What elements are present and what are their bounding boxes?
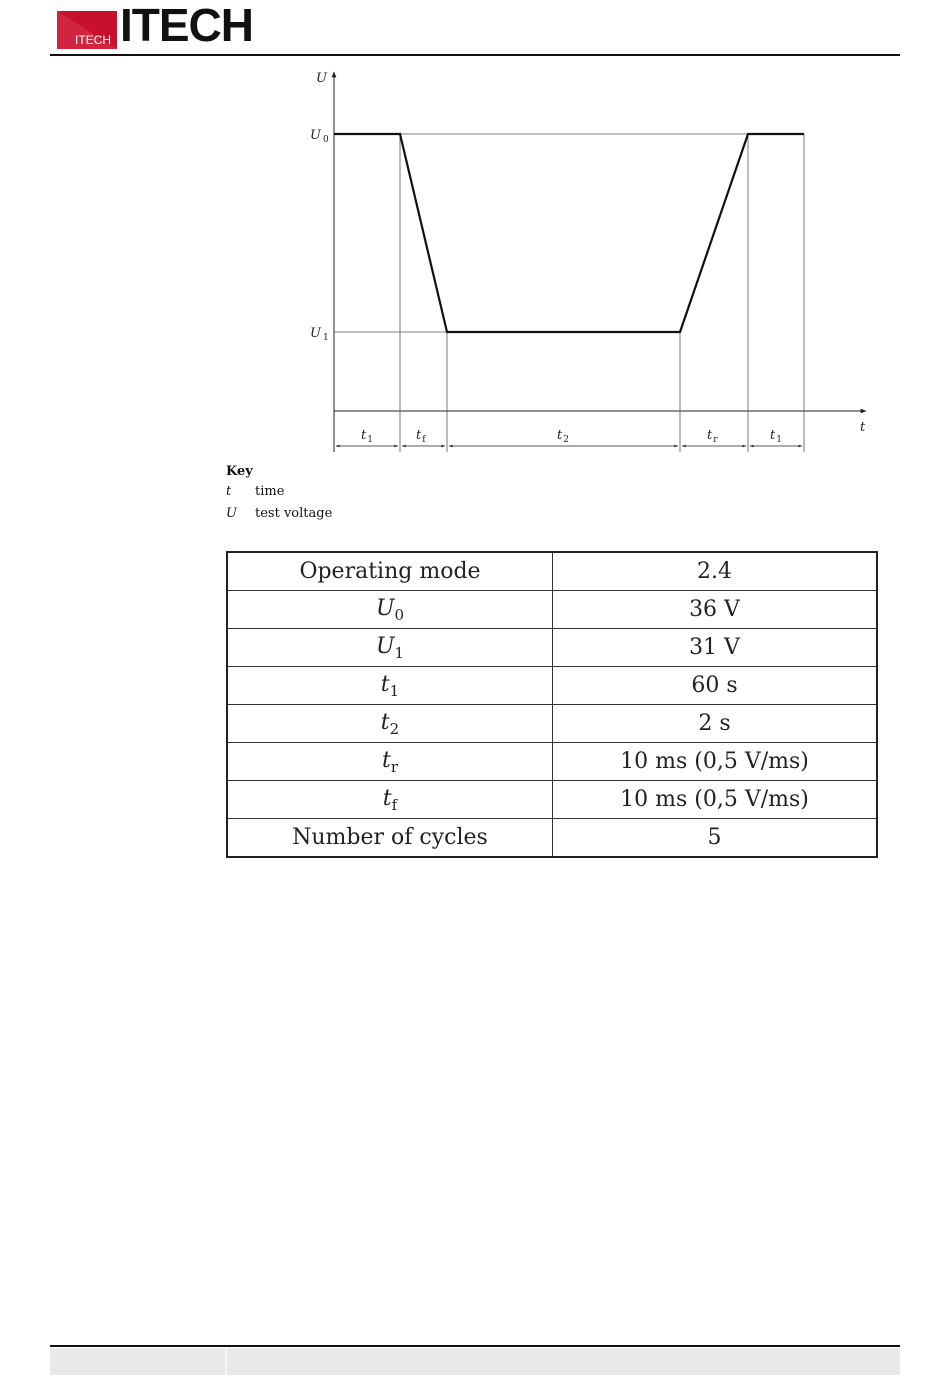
param-name-cell xyxy=(227,667,553,705)
param-subscript: r xyxy=(390,757,398,776)
u1-label xyxy=(310,326,329,343)
segment-label-symbol: t xyxy=(416,428,422,443)
segment-label-tf xyxy=(416,428,426,445)
param-value-cell: 2.4 xyxy=(553,552,878,591)
segment-label-sub: 2 xyxy=(563,435,569,445)
segment-label-tr xyxy=(707,428,718,445)
param-name-cell xyxy=(227,781,553,819)
param-name-cell xyxy=(227,629,553,667)
u1-label-sub: 1 xyxy=(322,333,329,343)
segment-label-symbol: t xyxy=(770,428,776,443)
param-symbol: t xyxy=(382,785,392,811)
key-symbol: U xyxy=(226,506,237,521)
table-row xyxy=(227,667,877,705)
segment-label-sub: 1 xyxy=(776,435,782,445)
param-value-cell: 31 V xyxy=(553,629,878,667)
footer-cell-divider xyxy=(225,1348,227,1375)
param-name-cell xyxy=(227,591,553,629)
param-value-cell: 5 xyxy=(553,819,878,858)
key-row xyxy=(226,506,332,528)
key-title: Key xyxy=(226,464,253,479)
segment-label-sub: r xyxy=(713,435,718,445)
key-row xyxy=(226,484,332,506)
table-row xyxy=(227,629,877,667)
key-description: test voltage xyxy=(255,506,333,521)
param-name-cell: Number of cycles xyxy=(227,819,553,858)
param-value-cell: 10 ms (0,5 V/ms) xyxy=(553,781,878,819)
voltage-waveform xyxy=(334,134,804,332)
key-description: time xyxy=(255,484,285,499)
key-symbol: t xyxy=(226,484,232,499)
param-symbol: U xyxy=(375,633,395,659)
param-symbol: t xyxy=(380,671,390,697)
t-axis-label: t xyxy=(860,420,866,435)
param-symbol: t xyxy=(380,709,390,735)
param-name-cell xyxy=(227,705,553,743)
u-axis-label: U xyxy=(316,71,327,86)
param-subscript: 2 xyxy=(389,719,400,738)
param-value-cell: 10 ms (0,5 V/ms) xyxy=(553,743,878,781)
logo-mark-text: ITECH xyxy=(75,33,111,47)
param-name-cell xyxy=(227,743,553,781)
param-value-cell: 60 s xyxy=(553,667,878,705)
param-subscript: f xyxy=(391,795,398,814)
table-row xyxy=(227,743,877,781)
param-subscript: 1 xyxy=(394,643,405,662)
u0-label-symbol: U xyxy=(310,128,321,143)
segment-label-symbol: t xyxy=(361,428,367,443)
table-row xyxy=(227,591,877,629)
segment-label-t1-start xyxy=(361,428,373,445)
footer-divider xyxy=(50,1345,900,1347)
logo-wordmark: ITECH xyxy=(120,0,253,51)
param-name-cell: Operating mode xyxy=(227,552,553,591)
test-pulse-diagram xyxy=(0,0,950,460)
table-row xyxy=(227,781,877,819)
param-subscript: 1 xyxy=(389,681,400,700)
u0-label xyxy=(310,128,329,145)
param-subscript: 0 xyxy=(394,605,405,624)
footer-bar xyxy=(50,1348,900,1375)
segment-label-t2 xyxy=(557,428,569,445)
segment-label-t1-end xyxy=(770,428,782,445)
test-parameter-table xyxy=(226,551,878,858)
segment-label-symbol: t xyxy=(557,428,563,443)
figure-key xyxy=(226,464,332,528)
param-symbol: U xyxy=(375,595,395,621)
table-row xyxy=(227,552,877,591)
segment-label-sub: 1 xyxy=(367,435,373,445)
param-symbol: t xyxy=(381,747,391,773)
u0-label-sub: 0 xyxy=(322,135,329,145)
segment-label-sub: f xyxy=(422,435,426,445)
table-row xyxy=(227,819,877,858)
param-value-cell: 2 s xyxy=(553,705,878,743)
table-row xyxy=(227,705,877,743)
segment-label-symbol: t xyxy=(707,428,713,443)
u1-label-symbol: U xyxy=(310,326,321,341)
param-value-cell: 36 V xyxy=(553,591,878,629)
